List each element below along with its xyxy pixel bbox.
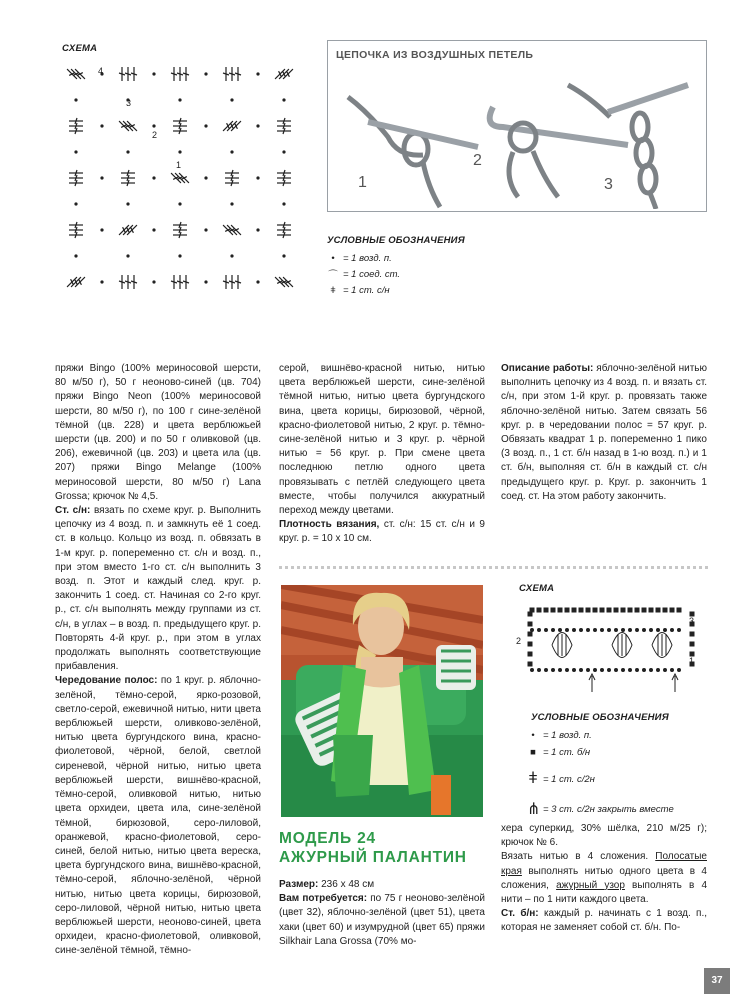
double-crochet-symbol: [119, 275, 125, 289]
yarn-list-text: пряжи Bingo (100% мериносовой шерсти, 80 м/50 г), 50 г неоново-синей (цв. 704) пряжи Bingo Neon (100% мериносовой шерсти, 80 м/50 г), по 100 г сине-зелёной тёмной (цв. 228) и цвета верблюжьей шерсти (цв. 200) и по 50 г оливковой (цв. 206), ежевичной (цв. 203) и цвета ила (цв. 207) пряжи Bingo Melange (100% мериносовой шерсти, 80 м/50 г) Lana Grossa; крючок № 4,5.: [55, 363, 261, 502]
double-crochet-symbol: [277, 123, 291, 129]
single-crochet-mark: [528, 652, 532, 656]
single-crochet-mark: [544, 608, 548, 612]
double-crochet-symbol: [277, 118, 291, 124]
chain-dot: [601, 669, 604, 672]
single-crochet-mark: [670, 608, 674, 612]
chain-dot: [100, 176, 103, 179]
single-crochet-mark: [656, 608, 660, 612]
chain-dot: [671, 669, 674, 672]
double-crochet-symbol: [229, 119, 243, 133]
chain-dot: [230, 254, 233, 257]
double-crochet-symbol: [125, 223, 139, 237]
chain-dot: [566, 629, 569, 632]
chain-dot: [178, 150, 181, 153]
legend1-item: ǂ = 1 ст. с/н: [327, 282, 400, 298]
slip-stitch-icon: ⌒: [328, 270, 338, 281]
chain-dot: [545, 669, 548, 672]
double-crochet-symbol: [235, 67, 241, 81]
single-crochet-icon: ■: [530, 746, 536, 758]
chain-dot: [594, 629, 597, 632]
chain-dot: [671, 629, 674, 632]
single-crochet-mark: [528, 612, 532, 616]
single-crochet-mark: [642, 608, 646, 612]
single-crochet-mark: [690, 642, 694, 646]
model-specs: [279, 878, 485, 949]
chain-dot: [126, 150, 129, 153]
double-crochet-symbol: [173, 123, 187, 129]
text-column-1: [55, 362, 261, 959]
single-crochet-mark: [537, 608, 541, 612]
chain-illustration: [328, 67, 704, 209]
chain-dot: [587, 669, 590, 672]
legend2-item: ■ = 1 ст. б/н: [527, 743, 674, 761]
double-crochet-symbol: [125, 275, 131, 289]
double-crochet-symbol: [125, 67, 131, 81]
double-crochet-symbol: [69, 275, 83, 289]
double-crochet-symbol: [225, 170, 239, 176]
chain-dot: [608, 669, 611, 672]
chain-dot: [282, 150, 285, 153]
single-crochet-mark: [565, 608, 569, 612]
single-crochet-mark: [572, 608, 576, 612]
chain-dot: [100, 228, 103, 231]
chain-dot: [608, 629, 611, 632]
chain-dot: [678, 669, 681, 672]
chain-dot: [256, 280, 259, 283]
double-crochet-symbol: [277, 170, 291, 176]
chain-dot: [282, 254, 285, 257]
chain-dot: [178, 202, 181, 205]
row-number: 2: [516, 636, 522, 646]
section-lead: Размер:: [279, 879, 319, 890]
double-crochet-symbol: [171, 275, 177, 289]
text-column-2: [279, 362, 485, 547]
chain-dot: [664, 669, 667, 672]
round-number: 2: [152, 130, 158, 140]
chain-dot: [204, 280, 207, 283]
double-crochet-symbol: [69, 227, 83, 233]
chain-dot: [178, 254, 181, 257]
text-column-3: [501, 362, 707, 504]
model-number: МОДЕЛЬ 24: [279, 830, 376, 847]
double-crochet-symbol: [173, 128, 187, 134]
double-crochet-symbol: [65, 275, 79, 289]
single-crochet-mark: [600, 608, 604, 612]
chain-dot: [538, 629, 541, 632]
step-number: 3: [604, 176, 613, 193]
row-number: 1: [689, 656, 695, 666]
section-lead: Ст. с/н:: [55, 505, 91, 517]
chain-dot: [531, 669, 534, 672]
legend1-title: УСЛОВНЫЕ ОБОЗНАЧЕНИЯ: [327, 235, 465, 246]
single-crochet-mark: [528, 642, 532, 646]
double-crochet-symbol: [225, 119, 239, 133]
text-column-3-bottom: хера суперкид, 30% шёлка, 210 м/25 г); крючок № 6. Вязать нитью в 4 сложения. Полосатые края выполнять нитью одного цвета в 4 сложения, ажурный узор выполнять в 4 нити – по 1 нити каждого цвета. Ст. б/н: каждый р. начинать с 1 возд. п., которая не заменяет собой ст. б/н. По-: [501, 823, 708, 934]
chain-dot: [636, 669, 639, 672]
chain-dot: [636, 629, 639, 632]
legend2: [527, 727, 674, 821]
arrow-up-icon: [589, 674, 595, 692]
double-crochet-symbol: [183, 67, 189, 81]
underlined-term: ажурный узор: [556, 879, 625, 891]
chain-dot: [552, 669, 555, 672]
chain-dot: [594, 669, 597, 672]
single-crochet-mark: [528, 622, 532, 626]
double-crochet-symbol: [183, 275, 189, 289]
hook-icon: [608, 85, 688, 112]
chain-dot: [601, 629, 604, 632]
chain-dot: [587, 629, 590, 632]
legend2-title: УСЛОВНЫЕ ОБОЗНАЧЕНИЯ: [531, 712, 669, 723]
double-crochet-symbol: [73, 275, 87, 289]
chain-dot: [282, 98, 285, 101]
chain-dot: [230, 98, 233, 101]
chain-dot: [678, 629, 681, 632]
chain-dot: [559, 629, 562, 632]
legend2-item: ⋔ = 3 ст. с/2н закрыть вместе: [527, 801, 674, 818]
double-crochet-symbol: [69, 222, 83, 228]
chain-dot: [664, 629, 667, 632]
single-crochet-mark: [649, 608, 653, 612]
model-name: АЖУРНЫЙ ПАЛАНТИН: [279, 849, 467, 866]
legend2-item: ǂ = 1 ст. с/2н: [528, 770, 595, 787]
double-crochet-symbol: [277, 128, 291, 134]
single-crochet-mark: [635, 608, 639, 612]
double-crochet-symbol: [225, 180, 239, 186]
chain-dot: [74, 150, 77, 153]
square-crochet-diagram: [58, 56, 308, 306]
chain-dot: [256, 176, 259, 179]
section-divider: [279, 566, 709, 569]
chain-dot: [152, 72, 155, 75]
single-crochet-mark: [663, 608, 667, 612]
chain-dot: [74, 254, 77, 257]
double-crochet-symbol: [223, 275, 229, 289]
double-crochet-icon: ǂ: [330, 284, 336, 296]
legend1-item: • = 1 возд. п.: [327, 250, 400, 266]
double-crochet-symbol: [171, 67, 177, 81]
double-crochet-symbol: [221, 119, 235, 133]
chain-dot: [152, 124, 155, 127]
chain-dot: [256, 124, 259, 127]
section-lead: Плотность вязания,: [279, 519, 380, 531]
double-crochet-symbol: [277, 180, 291, 186]
single-crochet-mark: [607, 608, 611, 612]
chain-dot: [256, 228, 259, 231]
double-crochet-symbol: [131, 275, 137, 289]
chain-dot: [552, 629, 555, 632]
chain-dot: [152, 228, 155, 231]
double-crochet-symbol: [69, 175, 83, 181]
chain-dot: [545, 629, 548, 632]
paragraph: яблочно-зелёной нитью выполнить цепочку из 4 возд. п. и вязать ст. с/н, при этом 1-й круг. р. провязать также яблочно-зелёной нитью. Затем связать 56 круг. р. в чередовании полос = 57 круг. р. Обвязать квадрат 1 р. попеременно 1 пико (3 возд. п., 1 ст. б/н назад в 1-ю возд. п.) и 1 ст. б/н, выполняя ст. б/н в каждый ст. с/н предыдущего круг. р. Круг. р. закончить 1 соед. ст. На этом работу закончить.: [501, 363, 707, 502]
round-number: 1: [176, 160, 182, 170]
double-crochet-symbol: [121, 180, 135, 186]
double-crochet-symbol: [177, 275, 183, 289]
chain-stitch-icon: •: [331, 252, 335, 264]
chain-dot: [538, 669, 541, 672]
double-crochet-symbol: [121, 170, 135, 176]
single-crochet-mark: [593, 608, 597, 612]
single-crochet-mark: [528, 632, 532, 636]
double-crochet-symbol: [273, 67, 287, 81]
double-crochet-symbol: [173, 222, 187, 228]
single-crochet-mark: [690, 632, 694, 636]
page-number: 37: [704, 968, 730, 994]
double-crochet-symbol: [277, 227, 291, 233]
chain-dot: [643, 629, 646, 632]
single-crochet-mark: [677, 608, 681, 612]
chain-dot: [657, 629, 660, 632]
chain-dot: [74, 98, 77, 101]
chain-dot: [178, 98, 181, 101]
double-crochet-symbol: [69, 128, 83, 134]
chain-dot: [100, 124, 103, 127]
chain-dot: [74, 202, 77, 205]
single-crochet-mark: [551, 608, 555, 612]
double-crochet-symbol: [173, 118, 187, 124]
chain-dot: [152, 176, 155, 179]
double-crochet-symbol: [235, 275, 241, 289]
double-crochet-symbol: [277, 232, 291, 238]
single-crochet-mark: [614, 608, 618, 612]
double-crochet-symbol: [117, 223, 131, 237]
chain-dot: [622, 629, 625, 632]
double-crochet-symbol: [121, 223, 135, 237]
chain-dot: [573, 629, 576, 632]
double-crochet-symbol: [69, 170, 83, 176]
chain-dot: [256, 72, 259, 75]
double-crochet-symbol: [225, 175, 239, 181]
chain-dot: [622, 669, 625, 672]
double-crochet-symbol: [69, 118, 83, 124]
single-crochet-mark: [628, 608, 632, 612]
chain-dot: [204, 176, 207, 179]
single-crochet-mark: [528, 662, 532, 666]
double-crochet-symbol: [277, 67, 291, 81]
double-crochet-symbol: [229, 67, 235, 81]
chain-dot: [615, 629, 618, 632]
double-crochet-symbol: [277, 175, 291, 181]
underlined-term: Полосатые края: [501, 851, 707, 877]
chain-dot: [566, 669, 569, 672]
section-lead: Описание работы:: [501, 363, 594, 374]
single-crochet-mark: [621, 608, 625, 612]
arrow-up-icon: [672, 674, 678, 692]
single-crochet-mark: [579, 608, 583, 612]
double-crochet-symbol: [119, 67, 125, 81]
chain-stitch-icon: •: [531, 729, 535, 741]
chain-dot: [650, 669, 653, 672]
chain-dot: [629, 629, 632, 632]
chain-dot: [580, 669, 583, 672]
chain-dot: [152, 280, 155, 283]
double-crochet-symbol: [69, 180, 83, 186]
chain-stitch-box: [327, 40, 707, 212]
paragraph: каждый р. начинать с 1 возд. п., которая не заменяет собой ст. б/н. По-: [501, 908, 708, 934]
step-number: 1: [358, 174, 367, 191]
single-crochet-mark: [558, 608, 562, 612]
paragraph: хера суперкид, 30% шёлка, 210 м/25 г); крючок № 6.: [501, 823, 707, 849]
section-lead: Чередование полос:: [55, 675, 158, 687]
chain-dot: [282, 202, 285, 205]
step-number: 2: [473, 152, 482, 169]
section-lead: Ст. б/н:: [501, 908, 539, 920]
double-crochet-symbol: [173, 232, 187, 238]
legend1: [327, 250, 400, 298]
model-photo: [281, 585, 483, 817]
row-number: 3: [689, 616, 695, 626]
chain-dot: [615, 669, 618, 672]
size-value: 236 х 48 см: [318, 879, 375, 890]
chain-dot: [230, 150, 233, 153]
paragraph: по 1 круг. р. яблочно-зелёной, тёмно-серой, ярко-розовой, светло-серой, ежевичной нитью, нити цвета верблюжьей шерсти, оливково-зелёной, нитью цвета бургундского вина, красно-фиолетовой, чёрной, белой, светлой сиреневой, чёрной нитью, нитью цвета верблюжьей шерсти, вишнёво-красной, тёмно-серой, оливковой нитью, нитью цвета орхидеи, цвета ила, сине-зелёной тёмной, бирюзовой, серо-лиловой, оранжевой, красно-фиолетовой, серо-синей, белой нитью, нитью цвета вереска, цвета бургундского вина, вишнёво-красной, тёмно-серой, яблочно-зелёной, чёрной нитью, нитью цвета корицы, бирюзовой, серо-лиловой, чёрной нитью, нитью цвета верблюжьей шерсти, неоново-синей, цвета орхидеи, красно-фиолетовой, оливковой, сине-зелёной тёмной, тёмно-: [55, 675, 261, 957]
chain-dot: [650, 629, 653, 632]
schema-label: СХЕМА: [62, 43, 98, 54]
paragraph: вязать по схеме круг. р. Выполнить цепочку из 4 возд. п. и замкнуть её 1 соед. ст. в кольцо. Кольцо из возд. п. обвязать в 1-м круг. р. попеременно ст. с/н и возд. п., при этом вместо 1-го ст. с/н выполнить 3 возд. п. Этот и каждый след. круг. р. закончить 1 соед. ст. Начиная со 2-го круг. р., ст. с/н выполнять между группами из ст. с/н, в углах – в возд. п. предыдущего круг. р. Повторять 4-й круг. р., при этом в углах продолжать выполнять соответствующие прибавления.: [55, 505, 261, 673]
legend1-item: ⌒ = 1 соед. ст.: [328, 268, 401, 281]
double-crochet-symbol: [131, 67, 137, 81]
treble-cluster-icon: ⋔: [527, 801, 541, 818]
double-crochet-symbol: [121, 175, 135, 181]
double-crochet-symbol: [223, 67, 229, 81]
single-crochet-mark: [530, 608, 534, 612]
double-crochet-symbol: [69, 232, 83, 238]
chain-dot: [580, 629, 583, 632]
single-crochet-mark: [586, 608, 590, 612]
chain-dot: [657, 669, 660, 672]
chain-dot: [230, 202, 233, 205]
double-crochet-symbol: [229, 275, 235, 289]
treble-crochet-icon: ǂ: [528, 770, 538, 787]
chain-dot: [531, 629, 534, 632]
chain-dot: [126, 254, 129, 257]
legend2-item: • = 1 возд. п.: [527, 727, 674, 743]
chain-dot: [573, 669, 576, 672]
chain-dot: [126, 202, 129, 205]
lace-crochet-diagram: [512, 600, 712, 695]
chain-dot: [204, 72, 207, 75]
chain-title: ЦЕПОЧКА ИЗ ВОЗДУШНЫХ ПЕТЕЛЬ: [336, 49, 534, 61]
schema2-label: СХЕМА: [519, 583, 555, 594]
double-crochet-symbol: [177, 67, 183, 81]
chain-dot: [629, 669, 632, 672]
chain-dot: [100, 280, 103, 283]
paragraph: ст. с/н: 15 ст. с/н и 9 круг. р. = 10 х 10 см.: [279, 519, 485, 545]
chain-dot: [204, 124, 207, 127]
double-crochet-symbol: [69, 123, 83, 129]
double-crochet-symbol: [281, 67, 295, 81]
round-number: 3: [126, 98, 132, 108]
double-crochet-symbol: [277, 222, 291, 228]
materials-text: по 75 г неоново-зелёной (цвет 32), яблочно-зелёной (цвет 51), цвета хаки (цвет 60) и изумрудной (цвет 65) пряжи Silkhair Lana Grossa (70% мо-: [279, 893, 485, 947]
double-crochet-symbol: [173, 227, 187, 233]
chain-dot: [643, 669, 646, 672]
chain-dot: [559, 669, 562, 672]
round-number: 4: [98, 66, 104, 76]
chain-dot: [204, 228, 207, 231]
section-lead: Вам потребуется:: [279, 893, 368, 905]
paragraph: серой, вишнёво-красной нитью, нитью цвета верблюжьей шерсти, сине-зелёной тёмной нитью, нитью цвета бургундского вина, цвета корицы, бирюзовой, чёрной, красно-фиолетовой нитью, 2 круг. р. тёмно-сине-зелёной нитью и 3 круг. р. чёрной нитью = 56 круг. р. При смене цвета последнюю петлю одного цвета провязывать с петлёй следующего цвета вместе, чтобы получился аккуратный переход между цветами.: [279, 363, 485, 517]
